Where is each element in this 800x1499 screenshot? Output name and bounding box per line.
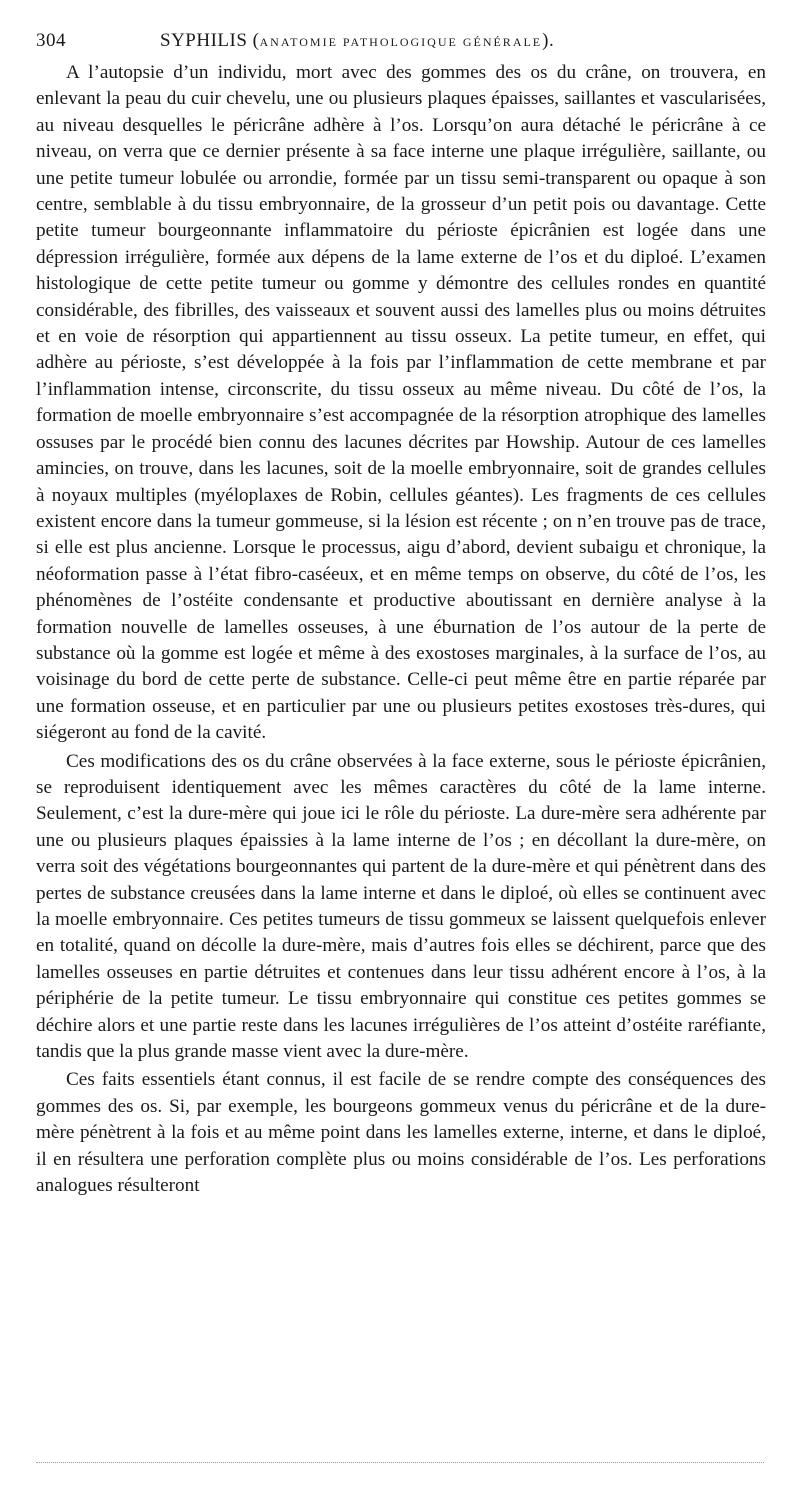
page-number: 304 [36, 30, 66, 51]
running-title-close: ). [542, 30, 555, 51]
paragraph-autopsie: A l’autopsie d’un individu, mort avec des gommes des os du crâne, on trouvera, en enlevant la peau du cuir chevelu, une ou plusieurs plaques épaisses, saillantes et vascularisées, au niveau desquelles le péricrâne adhère à l’os. Lorsqu’on aura détaché le péricrâne à ce niveau, on verra que ce dernier présente à sa face interne une plaque irrégulière, saillante, ou une petite tumeur lobulée ou arrondie, formée par un tissu semi-transparent ou opaque à son centre, semblable à du tissu embryonnaire, de la grosseur d’un petit pois ou davantage. Cette petite tumeur bourgeonnante inflammatoire du périoste épicrânien est logée dans une dépression irrégulière, formée aux dépens de la lame externe de l’os et du diploé. L’examen histologique de cette petite tumeur ou gomme y démontre des cellules rondes en quantité considérable, des fibrilles, des vaisseaux et souvent aussi des lamelles plus ou moins détruites et en voie de résorption qui appartiennent au tissu osseux. La petite tumeur, en effet, qui adhère au périoste, s’est développée à la fois par l’inflammation de cette membrane et par l’inflammation intense, circonscrite, du tissu osseux au même niveau. Du côté de l’os, la formation de moelle embryonnaire s’est accompagnée de la résorption atrophique des lamelles ossuses par le procédé bien connu des lacunes décrites par Howship. Autour de ces lamelles amincies, on trouve, dans les lacunes, soit de la moelle embryonnaire, soit de grandes cellules à noyaux multiples (myéloplaxes de Robin, cellules géantes). Les fragments de ces cellules existent encore dans la tumeur gommeuse, si la lésion est récente ; on n’en trouve pas de trace, si elle est plus ancienne. Lorsque le processus, aigu d’abord, devient subaigu et chronique, la néoformation passe à l’état fibro-caséeux, et en même temps on observe, du côté de l’os, les phénomènes de l’ostéite condensante et productive aboutissant en dernière analyse à la formation nouvelle de lamelles osseuses, à une éburnation de l’os autour de la perte de substance où la gomme est logée et même à des exostoses marginales, à la surface de l’os, au voisinage du bord de cette perte de substance. Celle-ci peut même être en partie réparée par une formation osseuse, et en particulier par une ou plusieurs petites exostoses très-dures, qui siégeront au fond de la cavité. [36, 62, 766, 744]
footer-divider [36, 1462, 764, 1463]
book-page [36, 30, 766, 1199]
running-title-subtitle: ANATOMIE PATHOLOGIQUE GÉNÉRALE [259, 35, 543, 49]
running-title [160, 30, 554, 52]
paragraph-modifications: Ces modifications des os du crâne observées à la face externe, sous le périoste épicrânien, se reproduisent identiquement avec les mêmes caractères du côté de la lame interne. Seulement, c’est la dure-mère qui joue ici le rôle du périoste. La dure-mère sera adhérente par une ou plusieurs plaques épaissies à la lame interne de l’os ; en décollant la dure-mère, on verra soit des végétations bourgeonnantes qui partent de la dure-mère et qui pénètrent dans des pertes de substance creusées dans la lame interne et dans le diploé, où elles se continuent avec la moelle embryonnaire. Ces petites tumeurs de tissu gommeux se laissent quelquefois enlever en totalité, quand on décolle la dure-mère, mais d’autres fois elles se déchirent, parce que des lamelles osseuses en partie détruites et contenues dans leur tissu adhérent encore à l’os, à la périphérie de la petite tumeur. Le tissu embryonnaire qui constitue ces petites gommes se déchire alors et une partie reste dans les lacunes irrégulières de l’os atteint d’ostéite raréfiante, tandis que la plus grande masse vient avec la dure-mère. [36, 750, 766, 1063]
running-title-main: SYPHILIS ( [160, 30, 260, 51]
body-text [36, 60, 766, 1199]
paragraph-consequences: Ces faits essentiels étant connus, il est facile de se rendre compte des conséquences des gommes des os. Si, par exemple, les bourgeons gommeux venus du péricrâne et de la dure-mère pénètrent à la fois et au même point dans les lamelles externe, interne, et dans le diploé, il en résultera une perforation complète plus ou moins considérable de l’os. Les perforations analogues résulteront [36, 1069, 766, 1197]
running-header [36, 30, 766, 60]
